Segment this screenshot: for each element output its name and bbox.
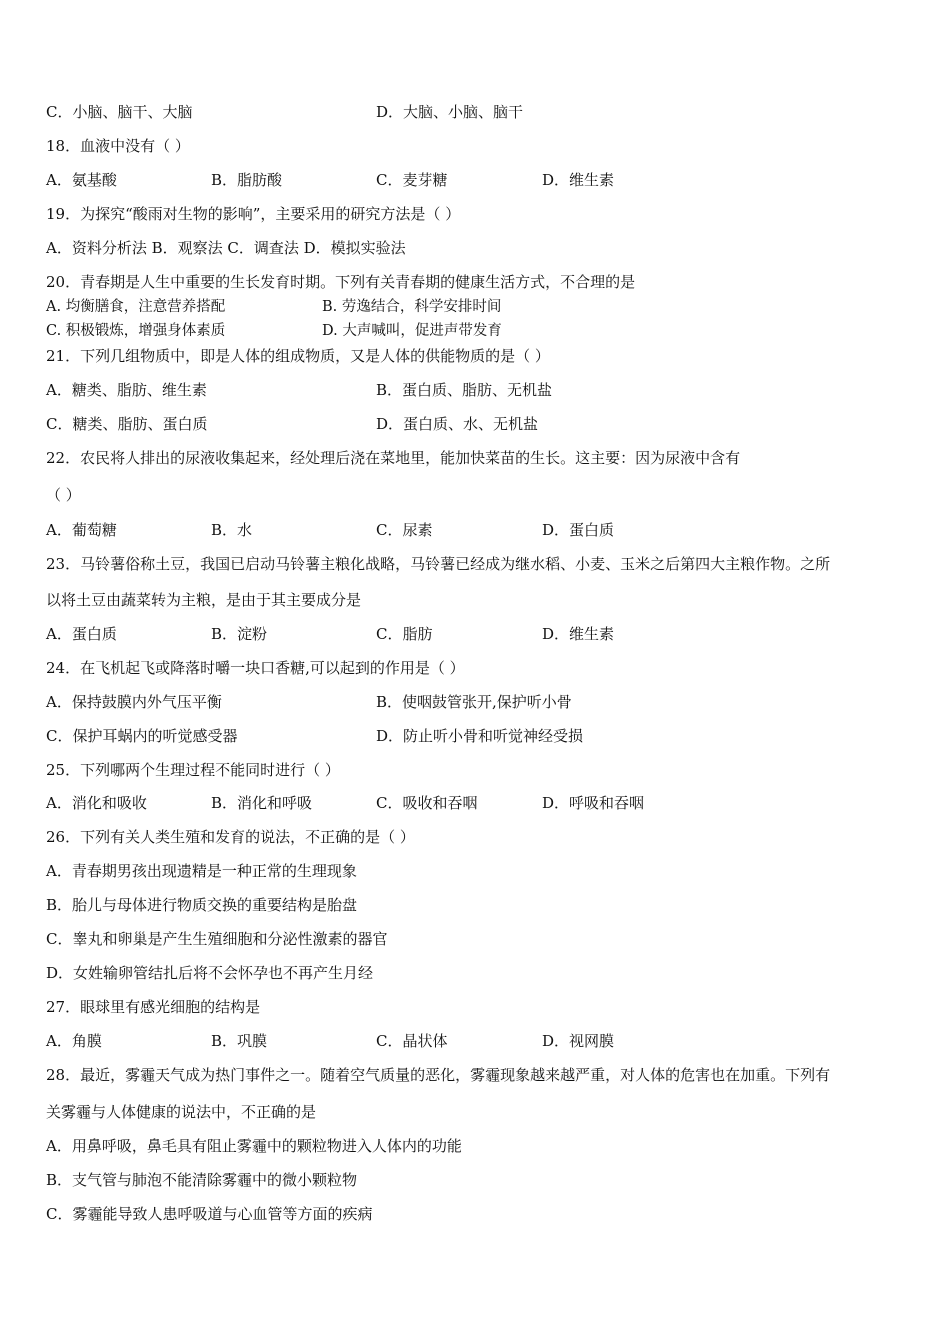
q25-option-a: A．消化和吸收	[46, 794, 147, 812]
q19-options: A．资料分析法 B．观察法 C．调查法 D．模拟实验法	[46, 239, 406, 257]
q28-option-a: A．用鼻呼吸，鼻毛具有阻止雾霾中的颗粒物进入人体内的功能	[46, 1137, 462, 1155]
q25-stem: 25．下列哪两个生理过程不能同时进行（ ）	[46, 761, 340, 779]
q17-option-c: C．小脑、脑干、大脑	[46, 103, 193, 121]
q18-option-a: A．氨基酸	[46, 171, 117, 189]
q23-option-a: A．蛋白质	[46, 625, 117, 643]
q18-option-b: B．脂肪酸	[211, 171, 283, 189]
q22-stem: 22．农民将人排出的尿液收集起来，经处理后浇在菜地里，能加快菜苗的生长。这主要：因为尿液中含有	[46, 449, 741, 467]
q24-option-b: B．使咽鼓管张开,保护听小骨	[376, 693, 572, 711]
q23-option-c: C．脂肪	[376, 625, 433, 643]
q23-stem: 23．马铃薯俗称土豆，我国已启动马铃薯主粮化战略，马铃薯已经成为继水稻、小麦、玉米之后第四大主粮作物。之所	[46, 555, 831, 573]
q20-option-c: C. 积极锻炼，增强身体素质	[46, 323, 226, 339]
q21-option-a: A．糖类、脂肪、维生素	[46, 381, 207, 399]
q20-stem: 20．青春期是人生中重要的生长发育时期。下列有关青春期的健康生活方式，不合理的是	[46, 273, 636, 291]
q26-option-c: C．睾丸和卵巢是产生生殖细胞和分泌性激素的器官	[46, 930, 388, 948]
q26-option-a: A．青春期男孩出现遗精是一种正常的生理现象	[46, 862, 357, 880]
q24-option-c: C．保护耳蜗内的听觉感受器	[46, 727, 238, 745]
q27-option-a: A．角膜	[46, 1032, 102, 1050]
q21-stem: 21．下列几组物质中，即是人体的组成物质，又是人体的供能物质的是（ ）	[46, 347, 550, 365]
q21-option-b: B．蛋白质、脂肪、无机盐	[376, 381, 553, 399]
q23-option-d: D．维生素	[542, 625, 615, 643]
q22-stem-cont: （ ）	[46, 486, 81, 504]
q22-option-a: A．葡萄糖	[46, 521, 117, 539]
q22-option-b: B．水	[211, 521, 253, 539]
q19-stem: 19．为探究“酸雨对生物的影响”，主要采用的研究方法是（ ）	[46, 205, 461, 223]
q28-stem: 28．最近，雾霾天气成为热门事件之一。随着空气质量的恶化，雾霾现象越来越严重，对人体的危害也在加重。下列有	[46, 1066, 831, 1084]
q23-stem-cont: 以将土豆由蔬菜转为主粮，是由于其主要成分是	[46, 591, 362, 609]
q22-option-d: D．蛋白质	[542, 521, 615, 539]
q28-option-c: C．雾霾能导致人患呼吸道与心血管等方面的疾病	[46, 1205, 373, 1223]
q28-stem-cont: 关雾霾与人体健康的说法中，不正确的是	[46, 1103, 317, 1121]
q20-option-d: D. 大声喊叫，促进声带发育	[322, 323, 502, 339]
q20-option-b: B. 劳逸结合，科学安排时间	[322, 299, 502, 315]
q27-stem: 27．眼球里有感光细胞的结构是	[46, 998, 261, 1016]
q28-option-b: B．支气管与肺泡不能清除雾霾中的微小颗粒物	[46, 1171, 358, 1189]
q27-option-c: C．晶状体	[376, 1032, 448, 1050]
q24-option-a: A．保持鼓膜内外气压平衡	[46, 693, 222, 711]
q18-option-c: C．麦芽糖	[376, 171, 448, 189]
q25-option-c: C．吸收和吞咽	[376, 794, 478, 812]
q18-option-d: D．维生素	[542, 171, 615, 189]
q21-option-d: D．蛋白质、水、无机盐	[376, 415, 539, 433]
q25-option-b: B．消化和呼吸	[211, 794, 313, 812]
q25-option-d: D．呼吸和吞咽	[542, 794, 645, 812]
q26-option-d: D．女姓输卵管结扎后将不会怀孕也不再产生月经	[46, 964, 374, 982]
q26-stem: 26．下列有关人类生殖和发育的说法，不正确的是（ ）	[46, 828, 415, 846]
q20-option-a: A. 均衡膳食，注意营养搭配	[46, 299, 226, 315]
q22-option-c: C．尿素	[376, 521, 433, 539]
q17-option-d: D．大脑、小脑、脑干	[376, 103, 524, 121]
q26-option-b: B．胎儿与母体进行物质交换的重要结构是胎盘	[46, 896, 358, 914]
q27-option-d: D．视网膜	[542, 1032, 615, 1050]
q21-option-c: C．糖类、脂肪、蛋白质	[46, 415, 208, 433]
q24-stem: 24．在飞机起飞或降落时嚼一块口香糖,可以起到的作用是（ ）	[46, 659, 465, 677]
q27-option-b: B．巩膜	[211, 1032, 268, 1050]
q24-option-d: D．防止听小骨和听觉神经受损	[376, 727, 584, 745]
q23-option-b: B．淀粉	[211, 625, 268, 643]
q18-stem: 18．血液中没有（ ）	[46, 137, 190, 155]
